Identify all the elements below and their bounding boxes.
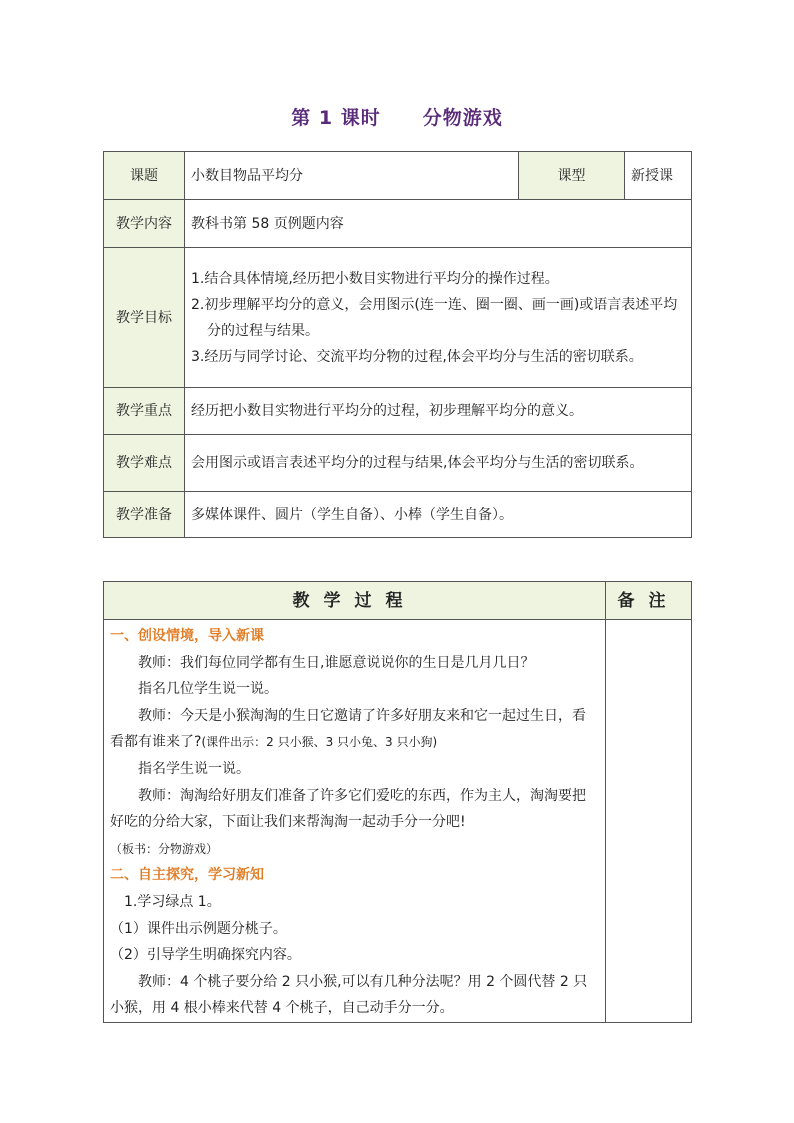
goals-value — [185, 248, 692, 388]
goal-item: 3.经历与同学讨论、交流平均分物的过程,体会平均分与生活的密切联系。 — [191, 348, 643, 365]
content-label: 教学内容 — [104, 200, 185, 248]
process-header-row — [104, 582, 692, 620]
paragraph: 1.学习绿点 1。 — [124, 893, 221, 910]
difficulty-label: 教学难点 — [104, 435, 185, 492]
paragraph — [110, 703, 599, 756]
paragraph: 教师：4 个桃子要分给 2 只小猴,可以有几种分法呢？用 2 个圆代替 2 只小猴，用 4 根小棒来代替 4 个桃子，自己动手分一分。 — [110, 973, 588, 1017]
lesson-name: 分物游戏 — [422, 107, 503, 129]
prep-label: 教学准备 — [104, 492, 185, 538]
teaching-process-table — [103, 581, 692, 1023]
type-value: 新授课 — [625, 152, 692, 200]
row-difficulty — [104, 435, 692, 492]
topic-label: 课题 — [104, 152, 185, 200]
courseware-note: (课件出示：2 只小猴、3 只小兔、3 只小狗) — [201, 735, 438, 750]
row-key — [104, 388, 692, 435]
content-value: 教科书第 58 页例题内容 — [185, 200, 692, 248]
key-label: 教学重点 — [104, 388, 185, 435]
lesson-info-table — [103, 151, 692, 538]
paragraph: 指名几位学生说一说。 — [138, 681, 278, 698]
row-goals — [104, 248, 692, 388]
lesson-number: 第 1 课时 — [291, 107, 381, 129]
goal-item: 1.结合具体情境,经历把小数目实物进行平均分的操作过程。 — [191, 270, 559, 287]
process-content — [104, 620, 606, 1023]
paragraph: 教师：我们每位同学都有生日,谁愿意说说你的生日是几月几日？ — [138, 654, 535, 671]
page-title — [0, 103, 794, 130]
row-topic — [104, 152, 692, 200]
topic-value: 小数目物品平均分 — [185, 152, 519, 200]
board-note: （板书：分物游戏） — [110, 841, 219, 856]
paragraph: 指名学生说一说。 — [138, 760, 250, 777]
prep-value: 多媒体课件、圆片（学生自备）、小棒（学生自备）。 — [185, 492, 692, 538]
section-heading: 一、创设情境，导入新课 — [110, 628, 264, 644]
row-prep — [104, 492, 692, 538]
paragraph: 教师：淘淘给好朋友们准备了许多它们爱吃的东西，作为主人，淘淘要把好吃的分给大家，下面让我们来帮淘淘一起动手分一分吧! — [110, 787, 586, 831]
process-body-row — [104, 620, 692, 1023]
goal-item: 2.初步理解平均分的意义，会用图示(连一连、圈一圈、画一画)或语言表述平均分的过程与结果。 — [191, 296, 678, 339]
row-content — [104, 200, 692, 248]
goals-list — [191, 266, 685, 370]
process-header: 教学过程 — [104, 582, 606, 620]
notes-header: 备注 — [606, 582, 692, 620]
goals-label: 教学目标 — [104, 248, 185, 388]
section-heading: 二、自主探究，学习新知 — [110, 867, 264, 884]
paragraph: （1）课件出示例题分桃子。 — [110, 920, 287, 937]
notes-cell — [606, 620, 692, 1023]
difficulty-value: 会用图示或语言表述平均分的过程与结果,体会平均分与生活的密切联系。 — [185, 435, 692, 492]
type-label: 课型 — [519, 152, 625, 200]
paragraph-text: 教师：今天是小猴淘淘的生日它邀请了许多好朋友来和它一起过生日，看看都有谁来了? — [110, 707, 586, 751]
key-value: 经历把小数目实物进行平均分的过程，初步理解平均分的意义。 — [185, 388, 692, 435]
paragraph: （2）引导学生明确探究内容。 — [110, 947, 301, 964]
